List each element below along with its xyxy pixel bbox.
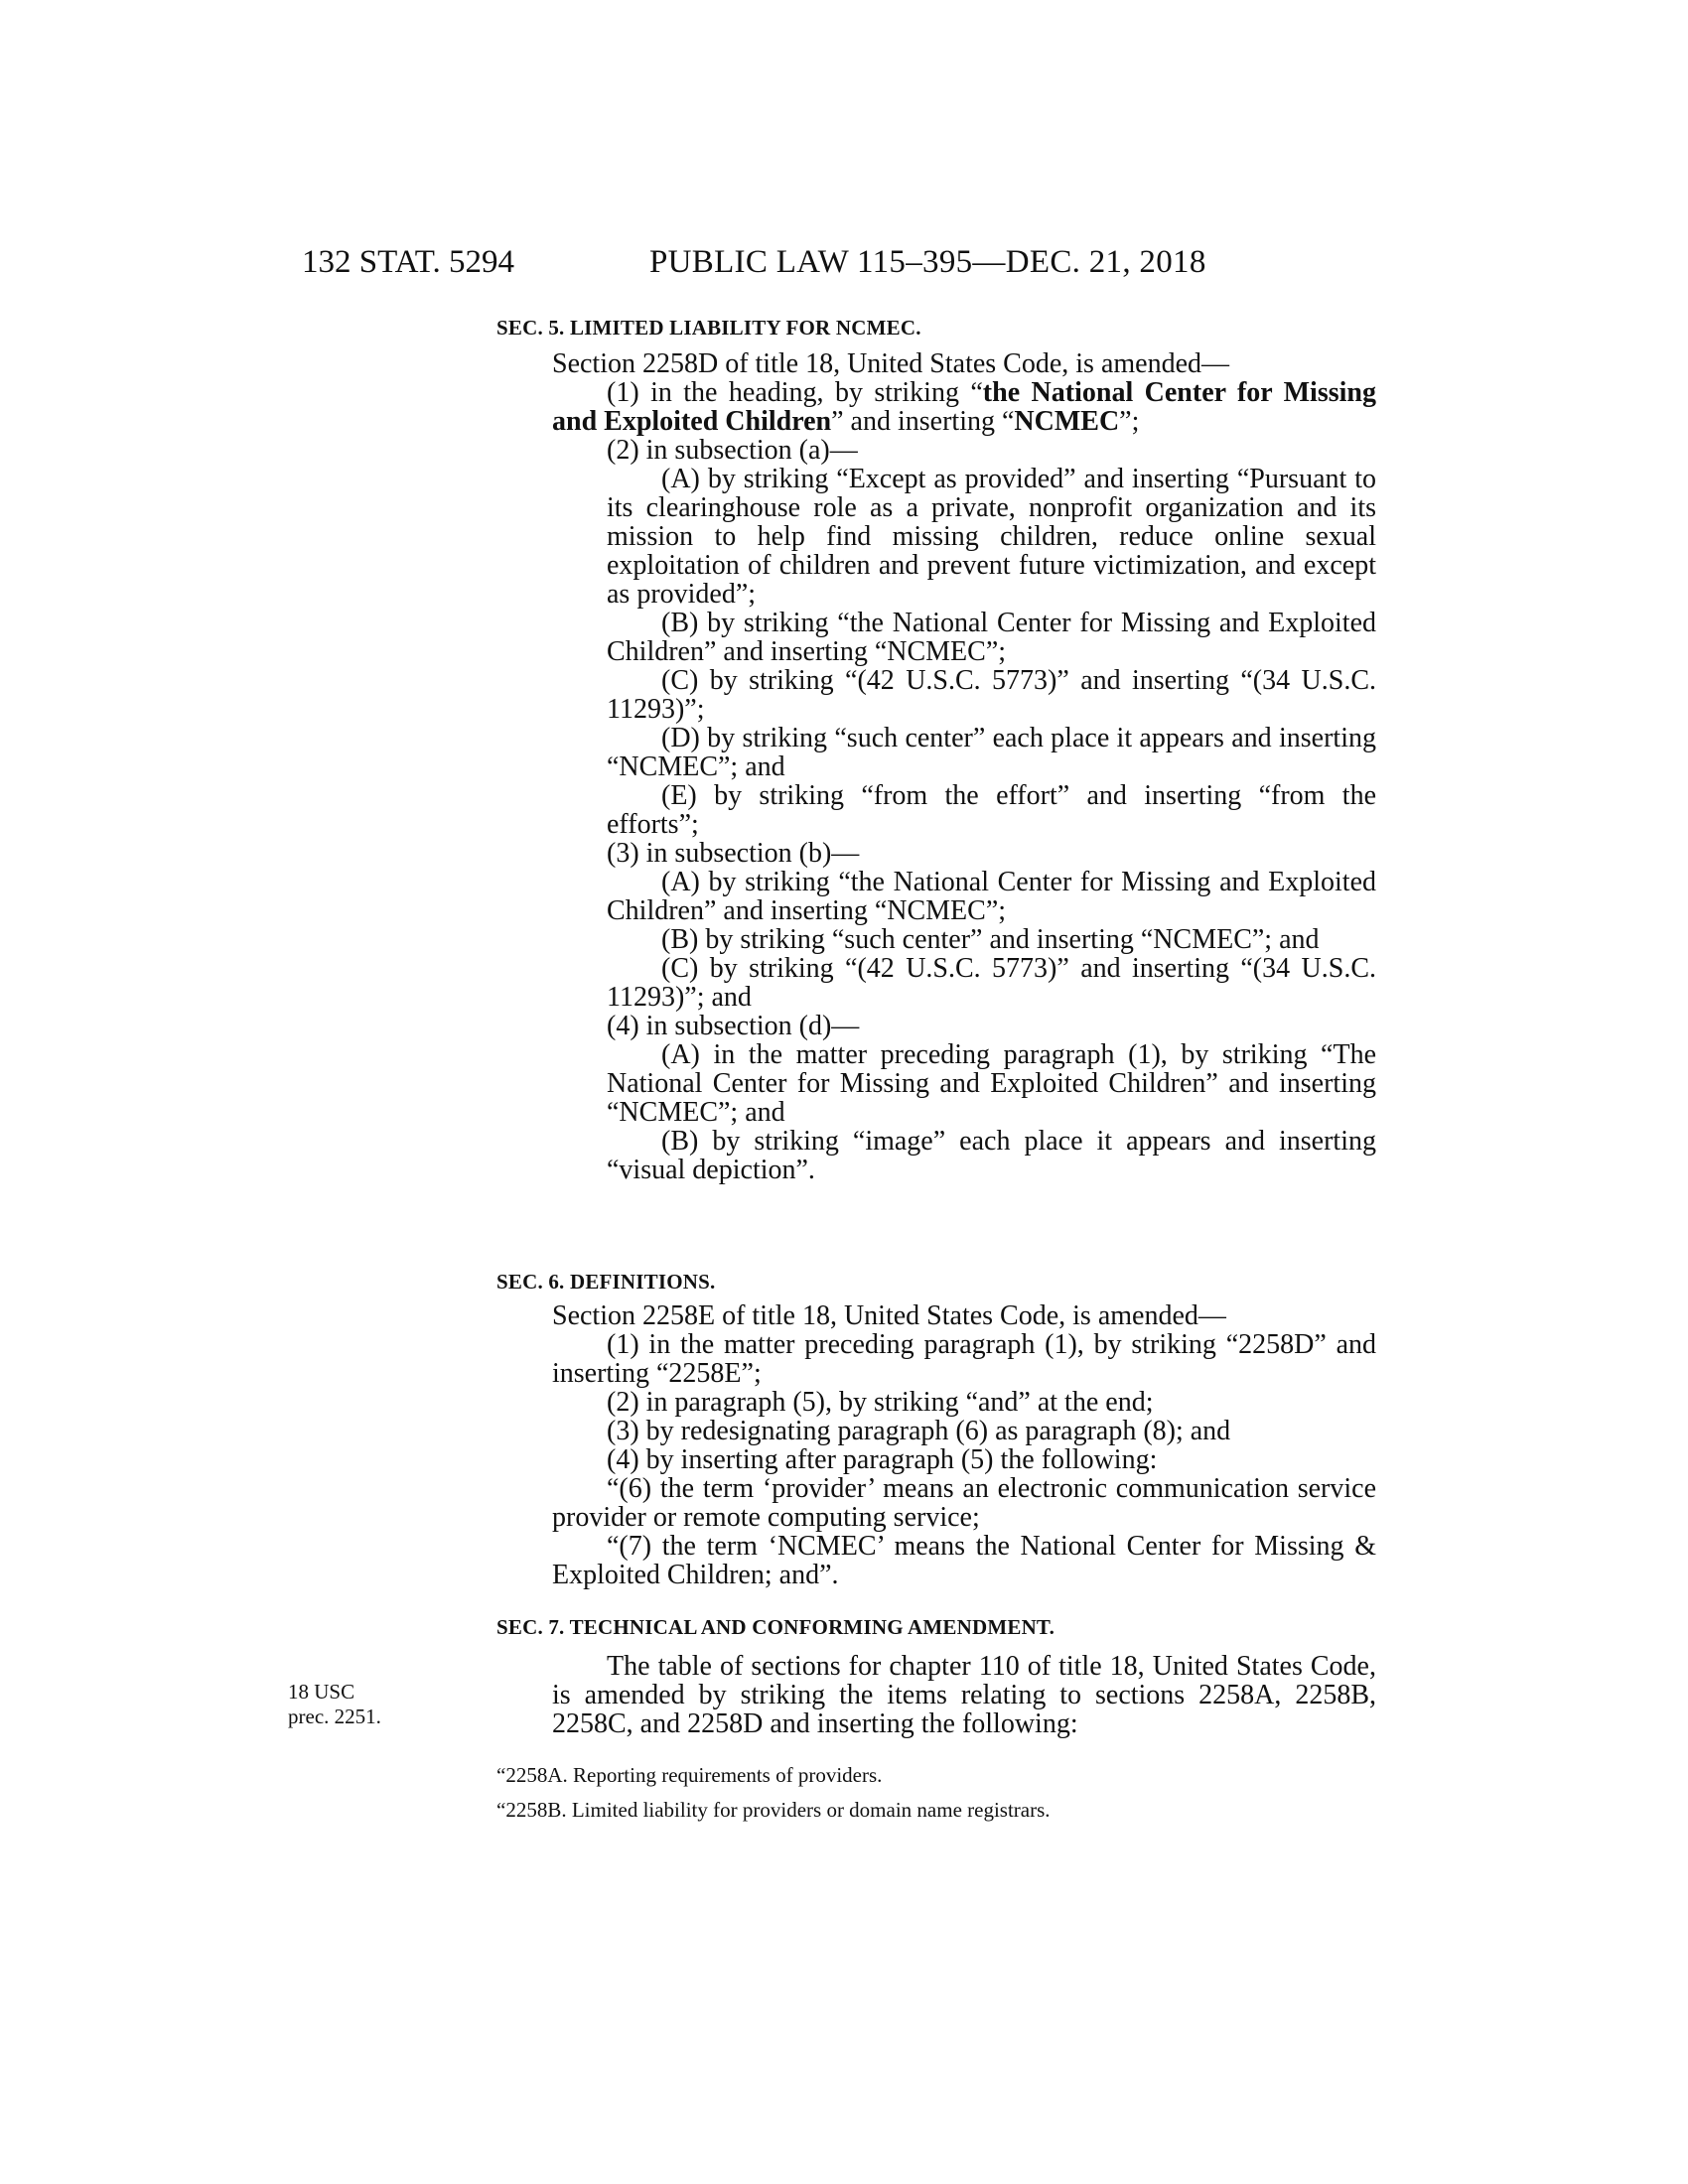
sec5-para-2: (2) in subsection (a)— <box>607 435 858 466</box>
sec5-para-2C: (C) by striking “(42 U.S.C. 5773)” and inserting “(34 U.S.C. 11293)”; <box>607 665 1376 725</box>
page-reference: 132 STAT. 5294 <box>302 244 515 280</box>
sec5-para-2D: (D) by striking “such center” each place it appears and inserting “NCMEC”; and <box>607 723 1376 782</box>
sec5-para-2B: (B) by striking “the National Center for Missing and Exploited Children” and inserting “NCMEC”; <box>607 608 1376 667</box>
margin-note-line-1: 18 USC <box>288 1680 355 1704</box>
sec5-para-4B: (B) by striking “image” each place it appears and inserting “visual depiction”. <box>607 1126 1376 1185</box>
toc-item: “2258B. Limited liability for providers or domain name registrars. <box>496 1798 1051 1822</box>
sec5-para-4: (4) in subsection (d)— <box>607 1011 860 1041</box>
sec5-para-3B: (B) by striking “such center” and inserting “NCMEC”; and <box>661 924 1320 955</box>
sec5-body <box>552 349 1376 1184</box>
margin-note <box>288 1680 381 1729</box>
sec5-intro: Section 2258D of title 18, United States Code, is amended— <box>552 348 1230 379</box>
law-reference: PUBLIC LAW 115–395—DEC. 21, 2018 <box>649 244 1206 280</box>
sec7-body <box>552 1652 1376 1738</box>
page-header <box>302 244 1378 288</box>
sec5-heading: SEC. 5. LIMITED LIABILITY FOR NCMEC. <box>496 316 921 340</box>
sec6-quoted-7: “(7) the term ‘NCMEC’ means the National Center for Missing & Exploited Children; and”. <box>552 1531 1376 1590</box>
sec6-para-3: (3) by redesignating paragraph (6) as paragraph (8); and <box>607 1416 1231 1446</box>
sec6-intro: Section 2258E of title 18, United States Code, is amended— <box>552 1300 1226 1331</box>
sec7-intro: The table of sections for chapter 110 of title 18, United States Code, is amended by striking the items relating to sections 2258A, 2258B, 2258C, and 2258D and inserting the following: <box>552 1651 1376 1739</box>
sec6-para-4: (4) by inserting after paragraph (5) the following: <box>607 1444 1158 1475</box>
sec5-para-1: (1) in the heading, by striking “the National Center for Missing and Exploited Children” and inserting “NCMEC”; <box>552 377 1376 437</box>
sec5-para-3A: (A) by striking “the National Center for Missing and Exploited Children” and inserting “NCMEC”; <box>607 867 1376 926</box>
toc-item: “2258A. Reporting requirements of providers. <box>496 1763 883 1787</box>
sec5-para-3: (3) in subsection (b)— <box>607 838 860 869</box>
sec5-para-4A: (A) in the matter preceding paragraph (1), by striking “The National Center for Missing and Exploited Children” and inserting “NCMEC”; and <box>607 1039 1376 1128</box>
sec5-para-2A: (A) by striking “Except as provided” and inserting “Pursuant to its clearinghouse role as a private, nonprofit organization and its mission to help find missing children, reduce online sexual exploitation of children and prevent future victimization, and except as provided”; <box>607 464 1376 610</box>
sec7-heading: SEC. 7. TECHNICAL AND CONFORMING AMENDMENT. <box>496 1615 1055 1639</box>
sec5-para-3C: (C) by striking “(42 U.S.C. 5773)” and inserting “(34 U.S.C. 11293)”; and <box>607 953 1376 1013</box>
sec6-para-2: (2) in paragraph (5), by striking “and” at the end; <box>607 1387 1154 1418</box>
sec5-para-2E: (E) by striking “from the effort” and inserting “from the efforts”; <box>607 780 1376 840</box>
sec6-heading: SEC. 6. DEFINITIONS. <box>496 1270 716 1294</box>
margin-note-line-2: prec. 2251. <box>288 1705 381 1728</box>
sec6-body <box>552 1301 1376 1589</box>
sec6-para-1: (1) in the matter preceding paragraph (1), by striking “2258D” and inserting “2258E”; <box>552 1329 1376 1389</box>
sec6-quoted-6: “(6) the term ‘provider’ means an electronic communication service provider or remote computing service; <box>552 1473 1376 1533</box>
